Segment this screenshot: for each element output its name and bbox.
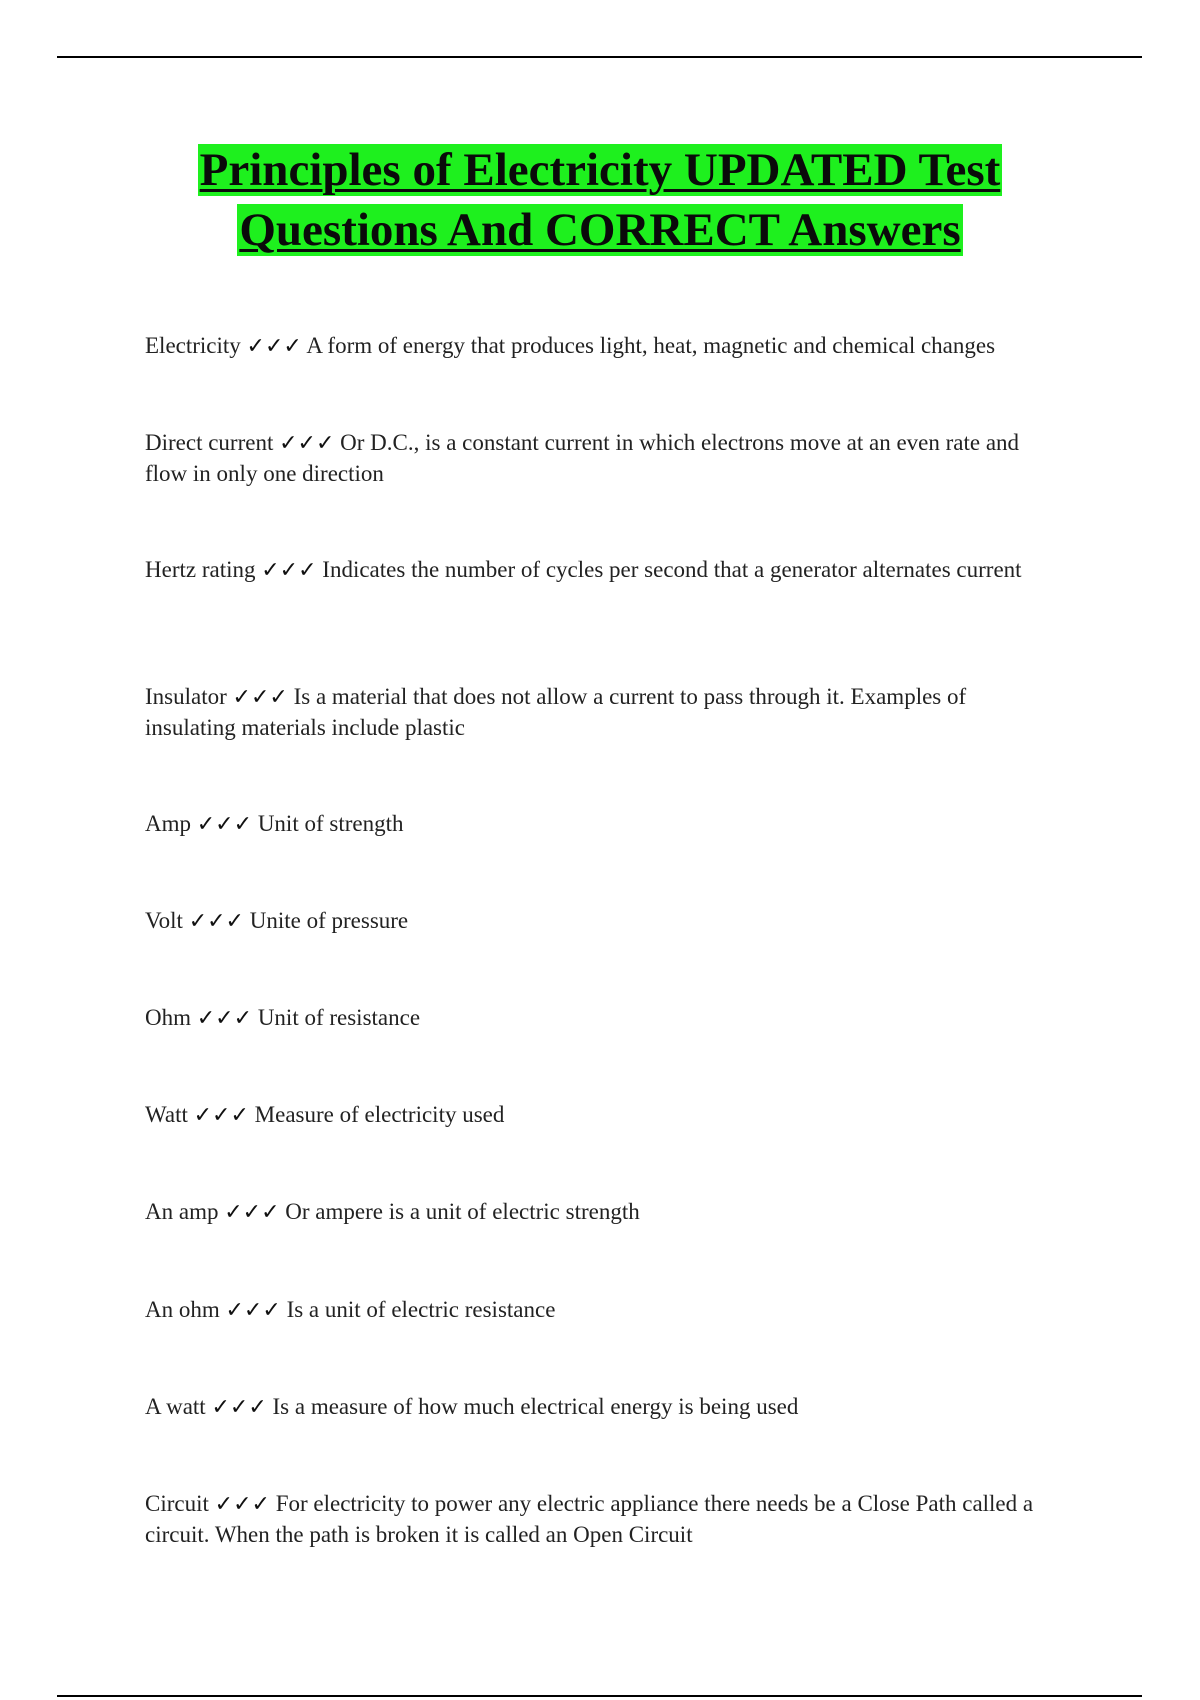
entry-term: Ohm [145,1005,191,1030]
checkmark-icon: ✓✓✓ [225,1298,281,1323]
title-line-1: Principles of Electricity UPDATED Test [199,144,1001,196]
qa-entry [145,1100,1045,1131]
entry-definition: Unit of resistance [257,1005,421,1030]
entry-definition: A form of energy that produces light, heat, magnetic and chemical changes [306,333,996,358]
entry-term: An amp [145,1199,219,1224]
checkmark-icon: ✓✓✓ [261,558,317,583]
qa-entry [145,1489,1045,1550]
checkmark-icon: ✓✓✓ [246,334,302,359]
title-line-2: Questions And CORRECT Answers [239,204,961,256]
qa-entry [145,1392,1045,1423]
entry-definition: Or ampere is a unit of electric strength [285,1199,640,1224]
checkmark-icon: ✓✓✓ [232,685,288,710]
entry-definition: Is a material that does not allow a current to pass through it. Examples of insulating materials include plastic [145,684,967,740]
bottom-rule [57,1695,1142,1697]
entry-definition: Or D.C., is a constant current in which electrons move at an even rate and flow in only one direction [145,430,1020,486]
top-rule [57,56,1142,58]
qa-entry [145,1295,1045,1326]
qa-entry [145,809,1045,840]
qa-entry [145,1003,1045,1034]
entry-term: Hertz rating [145,557,256,582]
entry-term: Electricity [145,333,241,358]
checkmark-icon: ✓✓✓ [214,1492,270,1517]
checkmark-icon: ✓✓✓ [196,1006,253,1031]
entry-term: Volt [145,908,183,933]
checkmark-icon: ✓✓✓ [279,431,335,456]
entry-definition: Indicates the number of cycles per second that a generator alternates current [322,557,1022,582]
entry-term: An ohm [145,1297,220,1322]
qa-entry [145,906,1045,937]
qa-entry [145,1197,1045,1228]
entry-definition: Measure of electricity used [254,1102,505,1127]
page-title [0,140,1200,260]
entry-term: Circuit [145,1491,209,1516]
entry-definition: Is a unit of electric resistance [286,1297,556,1322]
qa-entry [145,555,1045,586]
entry-definition: Is a measure of how much electrical energy is being used [272,1394,799,1419]
checkmark-icon: ✓✓✓ [188,909,244,934]
entry-term: Direct current [145,430,274,455]
checkmark-icon: ✓✓✓ [193,1103,249,1128]
checkmark-icon: ✓✓✓ [211,1395,267,1420]
entry-definition: For electricity to power any electric appliance there needs be a Close Path called a circuit. When the path is broken it is called an Open Circuit [145,1491,1034,1547]
entry-term: Watt [145,1102,188,1127]
entry-definition: Unit of strength [257,811,404,836]
entry-definition: Unite of pressure [249,908,409,933]
checkmark-icon: ✓✓✓ [196,812,253,837]
entry-term: Insulator [145,684,227,709]
qa-entry [145,682,1045,743]
entry-term: Amp [145,811,191,836]
checkmark-icon: ✓✓✓ [224,1200,280,1225]
qa-entry [145,428,1045,489]
qa-entry [145,331,1045,362]
entry-term: A watt [145,1394,206,1419]
